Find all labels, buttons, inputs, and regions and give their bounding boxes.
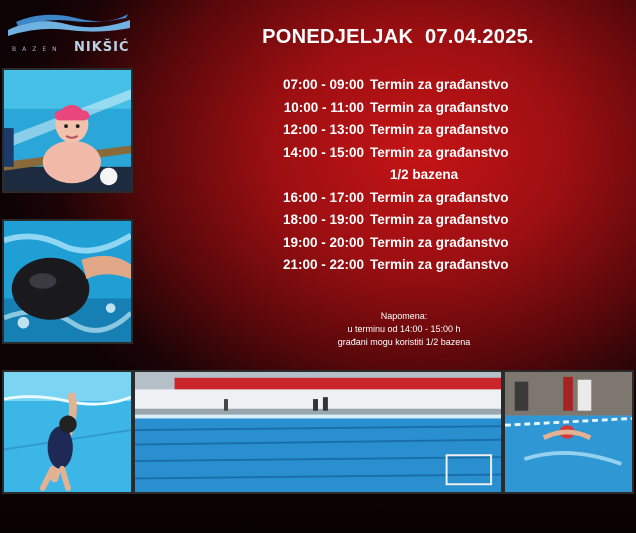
note-line: građani mogu koristiti 1/2 bazena (337, 337, 471, 347)
schedule-row (272, 254, 522, 277)
time-slot: 18:00 - 19:00 (282, 212, 364, 227)
slot-label: Termin za građanstvo (370, 122, 509, 137)
time-slot: 16:00 - 17:00 (282, 189, 364, 205)
time-slot: 07:00 - 09:00 (282, 77, 364, 92)
schedule-row (272, 119, 522, 142)
photo-swimmer-cap (2, 219, 133, 344)
slot-label: Termin za građanstvo (370, 212, 509, 227)
schedule-row (272, 187, 522, 210)
time-slot: 12:00 - 13:00 (282, 122, 364, 137)
slot-label: Termin za građanstvo (370, 99, 509, 115)
page-title (0, 26, 636, 49)
schedule-row (272, 142, 522, 165)
day-name: PONEDJELJAK (262, 26, 414, 48)
time-slot: 19:00 - 20:00 (282, 234, 364, 250)
photo-child-swimmer (2, 68, 133, 193)
note (306, 310, 502, 349)
note-line: u terminu od 14:00 - 15:00 h (347, 324, 461, 334)
slot-label: Termin za građanstvo (370, 189, 509, 205)
slot-label: Termin za građanstvo (370, 144, 509, 160)
time-slot: 10:00 - 11:00 (283, 99, 364, 115)
slot-note: 1/2 bazena (389, 167, 459, 182)
time-slot: 21:00 - 22:00 (282, 257, 364, 272)
schedule-row (272, 74, 522, 97)
slot-label: Termin za građanstvo (370, 77, 509, 92)
slot-label: Termin za građanstvo (370, 257, 509, 272)
logo-brand: NIKŠIĆ (74, 40, 130, 55)
logo-label: BAZEN (12, 46, 63, 53)
photo-butterfly-swimmer (503, 370, 634, 494)
schedule-row (272, 232, 522, 255)
photo-pool-hall (133, 370, 503, 494)
note-title: Napomena: (380, 311, 428, 321)
schedule-list (272, 74, 522, 277)
schedule-row (272, 209, 522, 232)
photo-underwater-swimmer (2, 370, 133, 494)
date: 07.04.2025. (424, 26, 534, 48)
schedule-row (272, 97, 522, 120)
time-slot: 14:00 - 15:00 (282, 144, 364, 160)
slot-label: Termin za građanstvo (370, 234, 509, 250)
